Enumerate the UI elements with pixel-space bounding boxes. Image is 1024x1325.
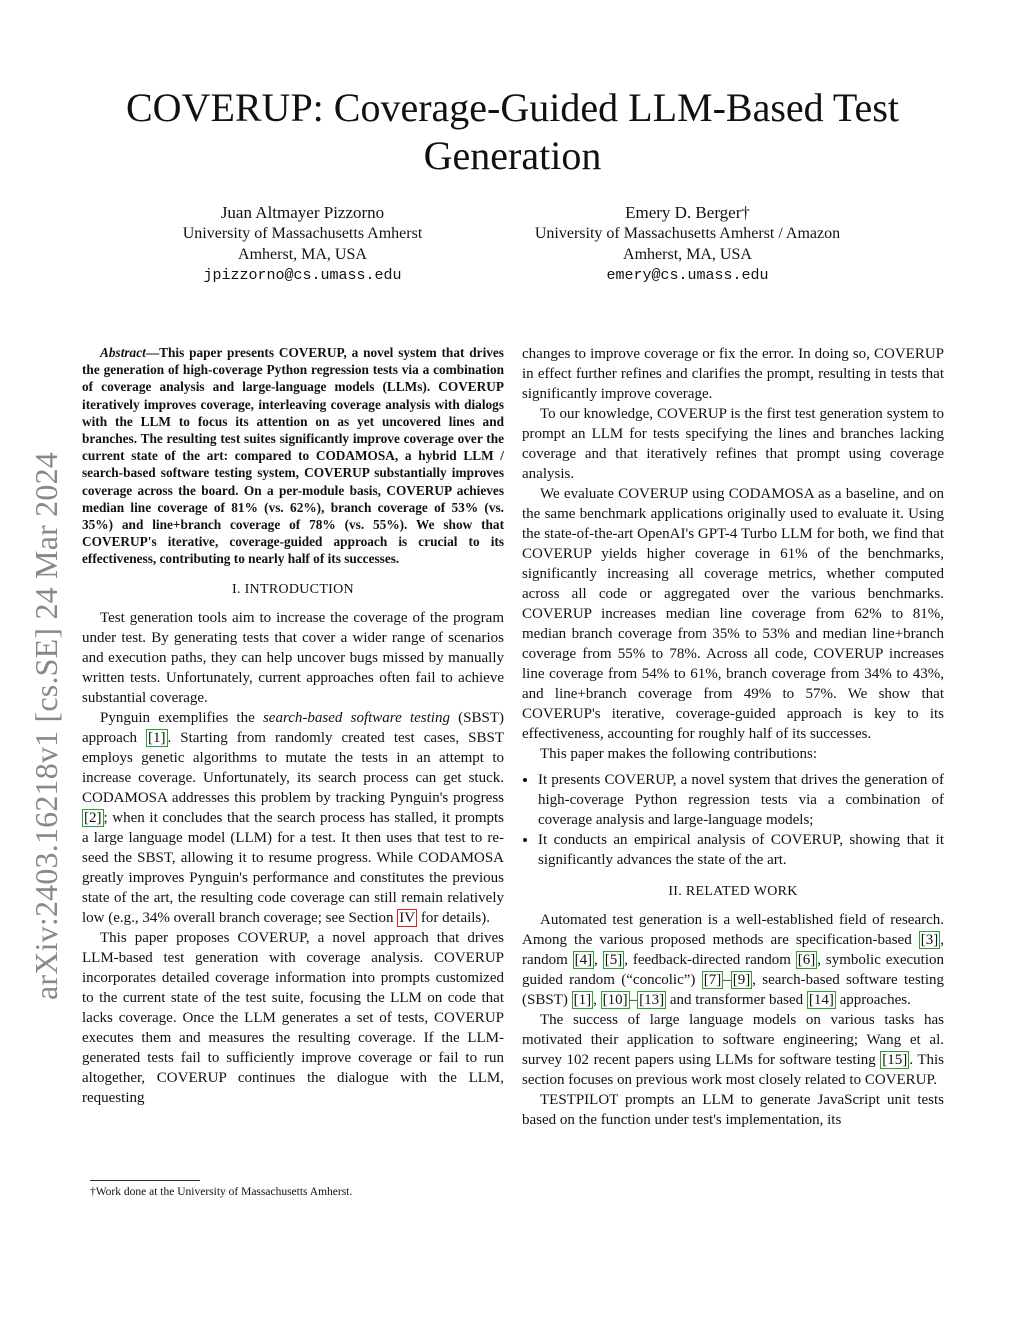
abstract-label: Abstract	[100, 345, 146, 360]
text-span: –	[629, 992, 638, 1008]
text-span: , feedback-directed random	[624, 952, 796, 968]
intro-paragraph: To our knowledge, COVERUP is the first test generation system to prompt an LLM for tests specifying the lines and branches lacking coverage and that iteratively refines that prompt using coverage analysis.	[522, 406, 944, 482]
citation-link[interactable]: [13]	[639, 992, 665, 1008]
author-email: emery@cs.umass.edu	[606, 267, 769, 284]
author-block-2	[505, 202, 870, 286]
related-paragraph	[522, 1010, 944, 1090]
related-paragraph	[522, 910, 944, 1010]
section-reference-link[interactable]: IV	[399, 909, 416, 926]
citation-link[interactable]: [1]	[573, 992, 592, 1008]
abstract	[82, 344, 504, 568]
text-span: ,	[593, 992, 601, 1008]
citation-link[interactable]: [9]	[732, 972, 751, 988]
text-span: ; when it concludes that the search process has stalled, it prompts a large language model (LLM) for a test. It then uses that test to re-seed the SBST, allowing it to resume progress. While CODAMOSA greatly improves Pynguin's performance and constitutes the previous state of the art, the resulting code coverage can still remain relatively low (e.g., 34% overall branch coverage; see Section	[82, 809, 504, 926]
arxiv-identifier: arXiv:2403.16218v1 [cs.SE] 24 Mar 2024	[28, 452, 64, 1000]
right-column	[522, 344, 944, 1130]
intro-paragraph: Test generation tools aim to increase the coverage of the program under test. By generating tests that cover a wider range of scenarios and execution paths, they can help uncover bugs missed by manually written tests. Unfortunately, current approaches often fail to achieve substantial coverage.	[82, 609, 504, 706]
intro-paragraph-continued: changes to improve coverage or fix the error. In doing so, COVERUP in effect further refines and clarifies the prompt, resulting in tests that significantly improve coverage.	[522, 346, 944, 402]
citation-link[interactable]: [4]	[574, 952, 593, 968]
author-affiliation: University of Massachusetts Amherst	[182, 225, 423, 242]
abstract-text: —This paper presents COVERUP, a novel system that drives the generation of high-coverage Python regression tests via a combination of coverage analysis and large-language models (LLMs). COVERUP iteratively improves coverage, interleaving coverage analysis with dialogs with the LLM to focus its attention on as yet uncovered lines and branches. The resulting test suites significantly improve coverage over the current state of the art: compared to CODAMOSA, a hybrid LLM / search-based software testing system, COVERUP substantially improves coverage across the board. On a per-module basis, COVERUP achieves median line coverage of 81% (vs. 62%), branch coverage of 53% (vs. 35%) and line+branch coverage of 78% (vs. 55%). We show that COVERUP's iterative, coverage-guided approach is crucial to its effectiveness, contributing to nearly half of its successes.	[82, 345, 504, 567]
related-paragraph: TESTPILOT prompts an LLM to generate JavaScript unit tests based on the function under test's implementation, its	[522, 1092, 944, 1128]
intro-paragraph	[82, 708, 504, 928]
paper-title: COVERUP: Coverage-Guided LLM-Based Test Generation	[125, 85, 899, 178]
citation-link[interactable]: [10]	[602, 992, 628, 1008]
contributions-list	[522, 770, 944, 870]
footnote: †Work done at the University of Massachusetts Amherst.	[90, 1186, 353, 1198]
text-span: Automated test generation is a well-established field of research. Among the various proposed methods are specification-based	[522, 912, 944, 948]
citation-link[interactable]: [7]	[703, 972, 722, 988]
author-block-1	[155, 202, 450, 286]
text-span: The success of large language models on various tasks has motivated their application to software engineering; Wang et al. survey 102 recent papers using LLMs for software testing	[522, 1012, 944, 1068]
list-item: • It presents COVERUP, a novel system that drives the generation of high-coverage Python regression tests via a combination of coverage analysis and large-language models;	[538, 770, 944, 830]
author-location: Amherst, MA, USA	[623, 246, 752, 263]
section-heading-related-work: II. RELATED WORK	[668, 884, 798, 899]
author-name: Juan Altmayer Pizzorno	[220, 203, 385, 222]
section-heading-introduction: I. INTRODUCTION	[232, 581, 354, 597]
text-span: ,	[594, 952, 603, 968]
citation-link[interactable]: [1]	[148, 729, 166, 746]
text-span: Pynguin exemplifies the	[100, 709, 263, 726]
text-span: (SBST) approach	[82, 709, 505, 746]
text-span: . This section focuses on previous work most closely related to COVERUP.	[522, 1052, 944, 1088]
text-span: , symbolic execution guided random (“concolic”)	[522, 952, 945, 988]
emphasis-text: search-based software testing	[262, 709, 450, 726]
intro-paragraph: We evaluate COVERUP using CODAMOSA as a baseline, and on the same benchmark applications originally used to evaluate it. Using the state-of-the-art OpenAI's GPT-4 Turbo LLM for both, we find that COVERUP yields higher coverage in 61% of the benchmarks, significantly increasing all coverage metrics, whether computed across all code or aggregated over the various benchmarks. COVERUP increases median line coverage from 62% to 81%, median branch coverage from 35% to 53% and median line+branch coverage from 55% to 78%. Across all code, COVERUP increases line coverage from 54% to 61%, branch coverage from 34% to 43%, and line+branch coverage from 49% to 57%. We show that COVERUP's iterative, coverage-guided approach is key to its effectiveness, accounting for roughly half of its successes.	[522, 486, 944, 742]
text-span: . Starting from randomly created test cases, SBST employs genetic algorithms to mutate the tests in an attempt to increase coverage. Unfortunately, its search process can get stuck. CODAMOSA addresses this problem by tracking Pynguin's progress	[82, 729, 504, 806]
citation-link[interactable]: [6]	[797, 952, 816, 968]
author-affiliation: University of Massachusetts Amherst / Amazon	[534, 225, 841, 242]
text-span: for details).	[417, 909, 491, 926]
footnote-divider	[90, 1180, 200, 1181]
citation-link[interactable]: [2]	[84, 809, 102, 826]
intro-paragraph: This paper proposes COVERUP, a novel approach that drives LLM-based test generation with coverage analysis. COVERUP incorporates detailed coverage information into prompts customized to the current state of the test suite, focusing the LLM on code that lacks coverage. Once the LLM generates a set of tests, COVERUP executes them and measures the resulting coverage. If the LLM-generated tests fail to sufficiently improve coverage or fail to run altogether, COVERUP continues the dialogue with the LLM, requesting	[82, 929, 504, 1106]
text-span: , search-based software testing (SBST)	[522, 972, 944, 1008]
author-name: Emery D. Berger†	[625, 203, 750, 222]
author-email: jpizzorno@cs.umass.edu	[203, 267, 402, 284]
citation-link[interactable]: [3]	[920, 932, 939, 948]
citation-link[interactable]: [15]	[882, 1052, 908, 1068]
author-location: Amherst, MA, USA	[238, 246, 367, 263]
list-item: • It conducts an empirical analysis of COVERUP, showing that it significantly advances the state of the art.	[538, 830, 944, 870]
text-span: –	[723, 972, 731, 988]
intro-paragraph: This paper makes the following contributions:	[540, 746, 818, 762]
citation-link[interactable]: [14]	[808, 992, 834, 1008]
text-span: , random	[522, 932, 944, 968]
text-span: and transformer based	[666, 992, 807, 1008]
text-span: approaches.	[835, 992, 911, 1008]
left-column	[82, 344, 504, 1108]
citation-link[interactable]: [5]	[604, 952, 623, 968]
